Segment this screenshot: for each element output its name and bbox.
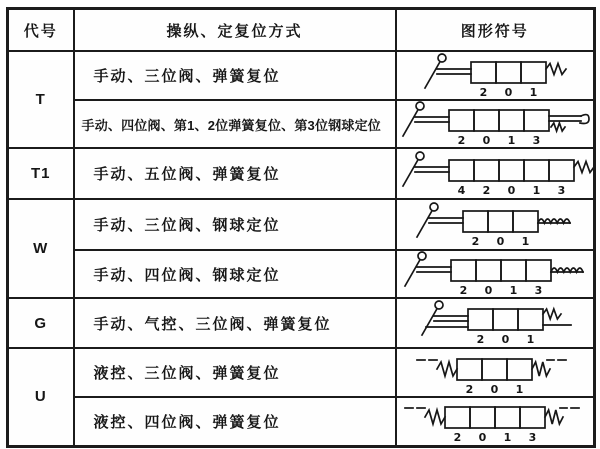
- svg-text:1: 1: [509, 284, 518, 297]
- header-code: 代号: [8, 9, 74, 52]
- symbol-cell: [396, 100, 595, 148]
- method-cell: 手动、五位阀、弹簧复位: [74, 148, 396, 199]
- table-body: [8, 51, 595, 446]
- header-symbol: 图形符号: [396, 9, 595, 52]
- svg-text:0: 0: [482, 134, 490, 147]
- svg-text:2: 2: [479, 85, 488, 99]
- svg-text:0: 0: [507, 183, 515, 197]
- symbol-cell: [396, 298, 595, 348]
- svg-text:4: 4: [457, 183, 465, 197]
- svg-text:1: 1: [515, 382, 524, 396]
- method-cell: 手动、气控、三位阀、弹簧复位: [74, 298, 396, 348]
- symbol-cell: [396, 148, 595, 199]
- code-cell-g: G: [8, 298, 74, 348]
- svg-text:3: 3: [534, 284, 543, 297]
- svg-text:1: 1: [529, 85, 538, 99]
- svg-text:2: 2: [465, 382, 474, 396]
- method-cell: 手动、三位阀、弹簧复位: [74, 51, 396, 100]
- svg-text:1: 1: [526, 333, 535, 346]
- svg-text:3: 3: [528, 431, 537, 445]
- symbol-cell: [396, 51, 595, 100]
- symbol-cell: [396, 250, 595, 298]
- svg-text:0: 0: [504, 85, 513, 99]
- manual-pneumatic-3pos-spring-return: [414, 300, 575, 346]
- svg-text:2: 2: [471, 234, 480, 248]
- svg-text:2: 2: [476, 333, 485, 346]
- manual-4pos-ball-detent: [399, 251, 591, 297]
- method-cell: 液控、四位阀、弹簧复位: [74, 397, 396, 446]
- table-row: [8, 250, 595, 298]
- table-row: [8, 397, 595, 446]
- symbol-cell: [396, 199, 595, 250]
- code-cell-t: T: [8, 51, 74, 148]
- table-row: [8, 199, 595, 250]
- method-cell: 手动、四位阀、第1、2位弹簧复位、第3位钢球定位: [74, 100, 396, 148]
- table-row: [8, 51, 595, 100]
- header-row: [8, 9, 595, 52]
- svg-text:2: 2: [457, 134, 465, 147]
- svg-text:2: 2: [453, 431, 462, 445]
- manual-3pos-spring-return: [419, 53, 570, 99]
- svg-text:0: 0: [484, 284, 493, 297]
- svg-text:2: 2: [482, 183, 490, 197]
- hydraulic-pilot-3pos-spring-return: [415, 350, 574, 396]
- method-cell: 手动、四位阀、钢球定位: [74, 250, 396, 298]
- manual-4pos-spring-ball-detent: [397, 101, 595, 147]
- svg-text:1: 1: [503, 431, 512, 445]
- valve-symbol-table: [6, 7, 596, 448]
- svg-text:3: 3: [532, 134, 540, 147]
- table-row: [8, 148, 595, 199]
- hydraulic-pilot-4pos-spring-return: [403, 398, 587, 444]
- svg-text:2: 2: [459, 284, 468, 297]
- header-method: 操纵、定复位方式: [74, 9, 396, 52]
- svg-text:3: 3: [557, 183, 565, 197]
- code-cell-w: W: [8, 199, 74, 298]
- svg-text:1: 1: [507, 134, 515, 147]
- code-cell-t1: T1: [8, 148, 74, 199]
- svg-text:0: 0: [490, 382, 499, 396]
- method-cell: 手动、三位阀、钢球定位: [74, 199, 396, 250]
- manual-3pos-ball-detent: [411, 202, 578, 248]
- method-cell: 液控、三位阀、弹簧复位: [74, 348, 396, 397]
- manual-5pos-spring-return: [397, 151, 595, 197]
- svg-text:0: 0: [496, 234, 505, 248]
- svg-text:1: 1: [521, 234, 530, 248]
- table-row: [8, 298, 595, 348]
- table-row: [8, 348, 595, 397]
- table-row: [8, 100, 595, 148]
- svg-text:1: 1: [532, 183, 540, 197]
- svg-text:0: 0: [478, 431, 487, 445]
- symbol-cell: [396, 397, 595, 446]
- code-cell-u: U: [8, 348, 74, 446]
- svg-text:0: 0: [501, 333, 510, 346]
- symbol-cell: [396, 348, 595, 397]
